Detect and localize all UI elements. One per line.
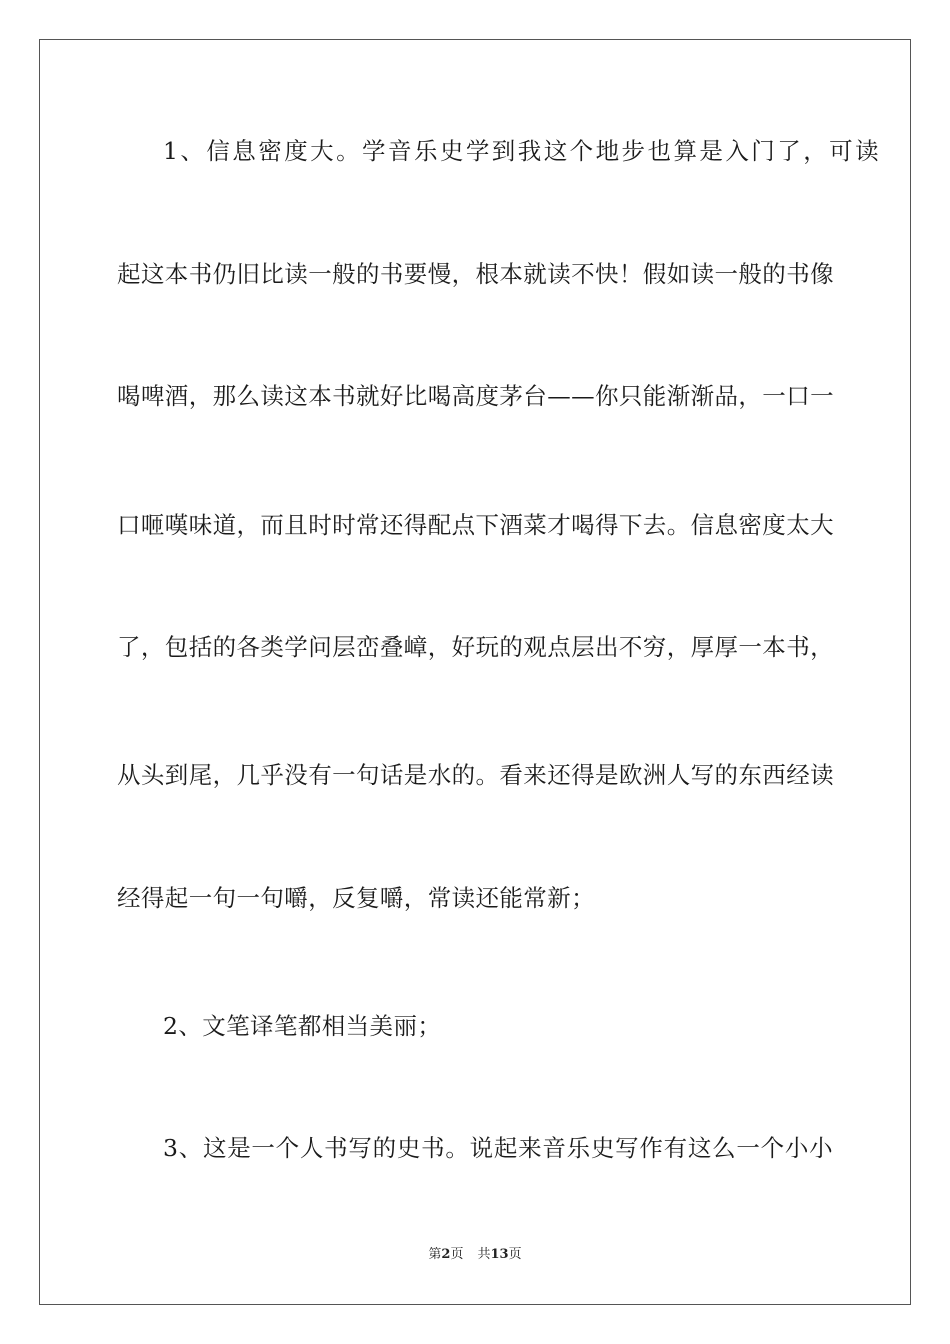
page-prefix: 第 xyxy=(428,1247,442,1262)
paragraph-1-line-4: 口咂嘆味道，而且时时常还得配点下酒菜才喝得下去。信息密度太大 xyxy=(117,511,834,539)
paragraph-1-line-1: 1、信息密度大。学音乐史学到我这个地步也算是入门了，可读 xyxy=(163,137,879,165)
total-prefix: 共 xyxy=(477,1247,491,1262)
paragraph-1-line-2: 起这本书仍旧比读一般的书要慢，根本就读不快！假如读一般的书像 xyxy=(117,260,834,288)
page-number: 2 xyxy=(441,1247,451,1262)
paragraph-1-line-6: 从头到尾，几乎没有一句话是水的。看来还得是欧洲人写的东西经读 xyxy=(117,761,834,789)
paragraph-1-line-5: 了，包括的各类学问层峦叠嶂，好玩的观点层出不穷，厚厚一本书， xyxy=(117,633,834,661)
paragraph-1-line-7: 经得起一句一句嚼，反复嚼，常读还能常新； xyxy=(117,884,595,912)
page-border xyxy=(39,39,911,1305)
paragraph-2: 2、文笔译笔都相当美丽； xyxy=(163,1012,442,1040)
paragraph-3-line-1: 3、这是一个人书写的史书。说起来音乐史写作有这么一个小小 xyxy=(163,1134,833,1162)
total-suffix: 页 xyxy=(508,1247,522,1262)
page-footer xyxy=(0,1247,950,1263)
page-suffix: 页 xyxy=(450,1247,464,1262)
total-pages: 13 xyxy=(490,1247,509,1262)
paragraph-1-line-3: 喝啤酒，那么读这本书就好比喝高度茅台——你只能渐渐品，一口一 xyxy=(117,382,834,410)
